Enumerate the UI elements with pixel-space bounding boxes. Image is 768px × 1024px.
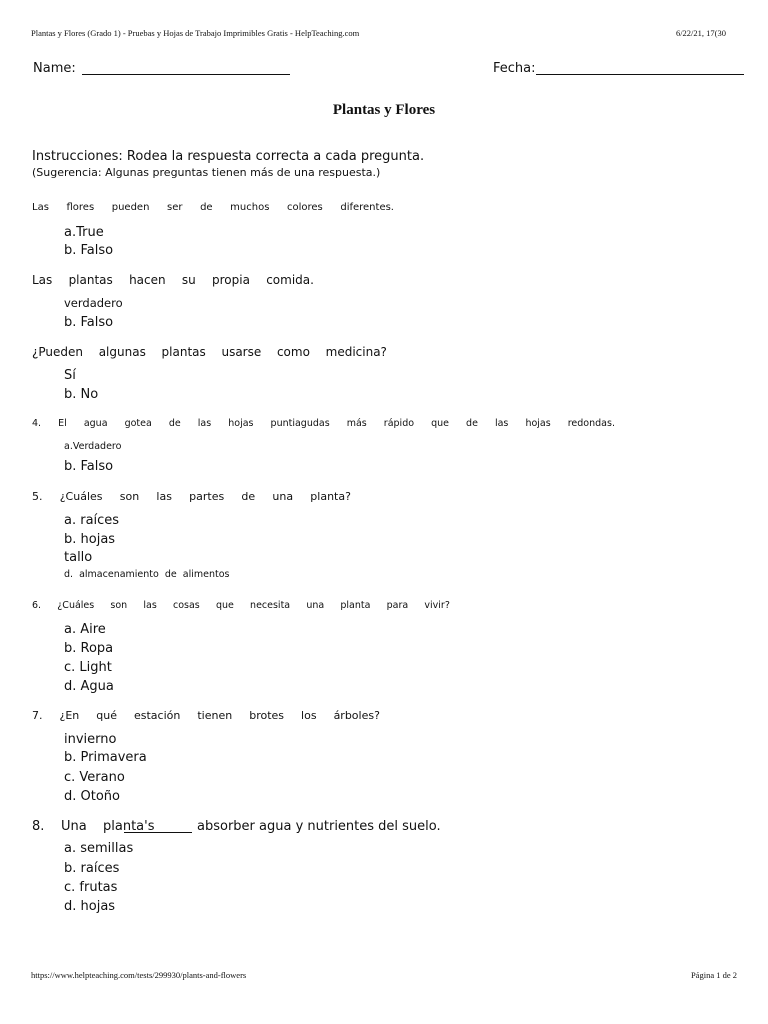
question-8-rest: absorber agua y nutrientes del suelo. [197, 819, 441, 834]
q8-option-c[interactable]: c. frutas [64, 880, 118, 895]
q5-option-b[interactable]: b. hojas [64, 532, 116, 547]
question-8-blank-line [124, 832, 192, 833]
name-field-line[interactable] [82, 74, 290, 75]
q1-option-b[interactable]: b. Falso [64, 243, 114, 258]
instructions-hint: (Sugerencia: Algunas preguntas tienen más de una respuesta.) [32, 166, 381, 179]
q4-option-b[interactable]: b. Falso [64, 459, 114, 474]
q5-option-d[interactable]: d. almacenamiento de alimentos [64, 569, 230, 580]
question-3: ¿Pueden algunas plantas usarse como medicina? [32, 345, 387, 359]
question-8-number: 8. [32, 819, 45, 834]
q6-option-b[interactable]: b. Ropa [64, 641, 114, 656]
name-label: Name: [33, 61, 76, 76]
question-8-blank-fill[interactable]: planta's [103, 819, 155, 834]
q6-option-d[interactable]: d. Agua [64, 679, 114, 694]
q6-option-c[interactable]: c. Light [64, 660, 112, 675]
q5-option-a[interactable]: a. raíces [64, 513, 120, 528]
page-title: Plantas y Flores [332, 102, 436, 118]
q5-option-c[interactable]: tallo [64, 550, 93, 565]
q1-option-a[interactable]: a.True [64, 225, 104, 240]
q3-option-b[interactable]: b. No [64, 387, 99, 402]
instructions-text: Instrucciones: Rodea la respuesta correcta a cada pregunta. [32, 149, 425, 164]
q3-option-a[interactable]: Sí [64, 368, 76, 383]
question-7: 7. ¿En qué estación tienen brotes los árboles? [32, 709, 380, 722]
q8-option-d[interactable]: d. hojas [64, 899, 116, 914]
q2-option-b[interactable]: b. Falso [64, 315, 114, 330]
q7-option-b[interactable]: b. Primavera [64, 750, 147, 765]
q7-option-a[interactable]: invierno [64, 732, 117, 747]
print-header-datetime: 6/22/21, 17(30 [675, 28, 726, 38]
question-4: 4. El agua gotea de las hojas puntiagudas más rápido que de las hojas redondas. [32, 418, 615, 429]
print-footer-url: https://www.helpteaching.com/tests/299930/plants-and-flowers [31, 970, 247, 980]
q8-option-b[interactable]: b. raíces [64, 861, 120, 876]
question-2: Las plantas hacen su propia comida. [32, 273, 314, 287]
q4-option-a[interactable]: a.Verdadero [64, 441, 122, 452]
q7-option-c[interactable]: c. Verano [64, 770, 125, 785]
question-5: 5. ¿Cuáles son las partes de una planta? [32, 490, 351, 503]
q6-option-a[interactable]: a. Aire [64, 622, 106, 637]
q2-option-a[interactable]: verdadero [64, 296, 123, 310]
q7-option-d[interactable]: d. Otoño [64, 789, 120, 804]
print-footer-page: Página 1 de 2 [690, 970, 737, 980]
date-field-line[interactable] [536, 74, 744, 75]
date-label: Fecha: [493, 61, 536, 76]
print-header-title: Plantas y Flores (Grado 1) - Pruebas y Hojas de Trabajo Imprimibles Gratis - HelpTeaching.com [31, 28, 360, 38]
question-8-word: Una [61, 819, 87, 834]
question-6: 6. ¿Cuáles son las cosas que necesita una planta para vivir? [32, 600, 450, 611]
q8-option-a[interactable]: a. semillas [64, 841, 134, 856]
question-1: Las flores pueden ser de muchos colores diferentes. [32, 202, 394, 213]
